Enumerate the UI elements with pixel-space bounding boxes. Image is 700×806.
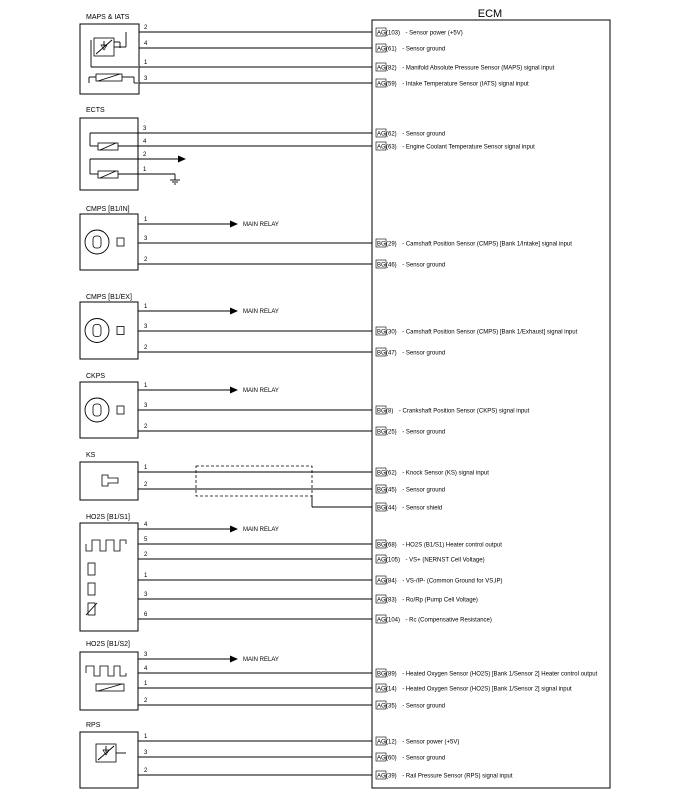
connector-code: BG <box>377 429 386 436</box>
component-label: CKPS <box>86 373 106 380</box>
shield-box <box>196 466 312 496</box>
pin-number: 1 <box>143 167 147 173</box>
pin-number: 1 <box>144 681 148 687</box>
ecm-title: ECM <box>477 8 503 20</box>
main-relay-label: MAIN RELAY <box>243 527 279 533</box>
connector-code: AG <box>377 30 386 37</box>
pin-number: 2 <box>144 345 148 351</box>
hall-element <box>93 325 101 337</box>
nernst-cell-icon <box>88 563 95 575</box>
terminal-number: (25) <box>386 429 397 436</box>
component-label: CMPS [B1/EX] <box>86 294 132 301</box>
connector-code: AG <box>377 617 386 624</box>
signal-description: - Knock Sensor (KS) signal input <box>402 470 489 477</box>
component-box <box>80 462 138 500</box>
pin-number: 1 <box>144 573 148 579</box>
component-label: KS <box>86 452 96 459</box>
terminal-number: (35) <box>386 703 397 710</box>
signal-description: - Sensor ground <box>402 429 446 436</box>
connector-code: BG <box>377 262 386 269</box>
connector-code: BG <box>377 671 386 678</box>
signal-description: - Sensor ground <box>402 487 446 494</box>
pin-number: 1 <box>144 734 148 740</box>
signal-description: - Intake Temperature Sensor (IATS) signal input <box>402 81 529 88</box>
terminal-number: (44) <box>386 505 397 512</box>
relay-arrow-icon <box>230 387 238 394</box>
terminal-number: (82) <box>386 65 397 72</box>
component-box <box>80 652 138 710</box>
thermistor-diagonal <box>100 171 116 178</box>
pin-number: 4 <box>143 139 147 145</box>
terminal-number: (84) <box>386 578 397 585</box>
component-label: MAPS & IATS <box>86 14 130 21</box>
pump-cell-icon <box>88 583 95 595</box>
connector-code: AG <box>377 686 386 693</box>
terminal-number: (62) <box>386 131 397 138</box>
pin-number: 1 <box>144 217 148 223</box>
connector-code: AG <box>377 578 386 585</box>
component-label: HO2S [B1/S2] <box>86 641 130 648</box>
connector-code: AG <box>377 557 386 564</box>
terminal-number: (68) <box>386 542 397 549</box>
pin-number: 2 <box>144 552 148 558</box>
pin-number: 1 <box>144 383 148 389</box>
signal-description: - Camshaft Position Sensor (CMPS) [Bank 1/Intake] signal input <box>402 241 572 248</box>
terminal-number: (63) <box>386 144 397 151</box>
signal-description: - Heated Oxygen Sensor (HO2S) [Bank 1/Sensor 2] Heater control output <box>402 671 598 678</box>
terminal-number: (12) <box>386 739 397 746</box>
component-box <box>80 732 138 788</box>
component-label: CMPS [B1/IN] <box>86 206 130 213</box>
hall-element <box>93 236 101 248</box>
terminal-number: (45) <box>386 487 397 494</box>
terminal-number: (59) <box>386 81 397 88</box>
signal-description: - Sensor ground <box>402 262 446 269</box>
pin-number: 2 <box>144 482 148 488</box>
signal-description: - Sensor ground <box>402 350 446 357</box>
connector-code: AG <box>377 46 386 53</box>
main-relay-label: MAIN RELAY <box>243 309 279 315</box>
component-label: HO2S [B1/S1] <box>86 514 130 521</box>
pin-number: 4 <box>144 41 148 47</box>
pin-number: 1 <box>144 60 148 66</box>
pin-number: 2 <box>144 768 148 774</box>
signal-description: - Ro/Rp (Pump Cell Voltage) <box>402 597 478 604</box>
pin-number: 2 <box>144 424 148 430</box>
pin-number: 1 <box>144 465 148 471</box>
component-box <box>80 24 139 94</box>
hall-terminal <box>117 327 124 335</box>
terminal-number: (29) <box>386 241 397 248</box>
connector-code: BG <box>377 505 386 512</box>
pin-number: 3 <box>144 324 148 330</box>
relay-arrow-icon <box>230 526 238 533</box>
heater-icon <box>86 540 126 551</box>
terminal-number: (104) <box>386 617 401 624</box>
signal-description: - Rail Pressure Sensor (RPS) signal input <box>402 773 513 780</box>
signal-description: - Sensor ground <box>402 755 446 762</box>
pin-number: 2 <box>144 698 148 704</box>
signal-description: - Crankshaft Position Sensor (CKPS) signal input <box>398 408 530 415</box>
pin-number: 3 <box>144 76 148 82</box>
thermistor-diagonal <box>100 143 116 150</box>
connector-code: BG <box>377 470 386 477</box>
pin-number: 6 <box>144 612 148 618</box>
relay-arrow-icon <box>230 308 238 315</box>
connector-code: AG <box>377 81 386 88</box>
signal-description: - Heated Oxygen Sensor (HO2S) [Bank 1/Sensor 2] signal input <box>402 686 572 693</box>
pin-number: 3 <box>144 592 148 598</box>
terminal-number: (103) <box>386 30 401 37</box>
signal-description: - Rc (Compensative Resistance) <box>405 617 492 624</box>
terminal-number: (105) <box>386 557 401 564</box>
signal-description: - Sensor power (+5V) <box>402 739 460 746</box>
connector-code: BG <box>377 408 386 415</box>
hall-sensor-icon <box>85 230 109 254</box>
component-label: ECTS <box>86 107 105 114</box>
terminal-number: (30) <box>386 329 397 336</box>
pin-number: 1 <box>144 304 148 310</box>
main-relay-label: MAIN RELAY <box>243 388 279 394</box>
pin-number: 3 <box>144 652 148 658</box>
signal-description: - VS+ (NERNST Cell Voltage) <box>405 557 485 564</box>
main-relay-label: MAIN RELAY <box>243 657 279 663</box>
connector-code: BG <box>377 329 386 336</box>
connector-code: AG <box>377 755 386 762</box>
pin-number: 3 <box>144 403 148 409</box>
hall-terminal <box>117 238 124 246</box>
connector-code: BG <box>377 350 386 357</box>
pin-number: 2 <box>143 152 147 158</box>
pin-number: 2 <box>144 25 148 31</box>
signal-description: - Camshaft Position Sensor (CMPS) [Bank 1/Exhaust] signal input <box>402 329 578 336</box>
pin-number: 3 <box>144 750 148 756</box>
pin-number: 4 <box>144 666 148 672</box>
terminal-number: (8) <box>386 408 394 415</box>
signal-description: - Engine Coolant Temperature Sensor signal input <box>402 144 535 151</box>
connector-code: AG <box>377 65 386 72</box>
terminal-number: (62) <box>386 470 397 477</box>
hall-sensor-icon <box>85 319 109 343</box>
terminal-number: (61) <box>386 46 397 53</box>
heater-icon <box>86 666 126 676</box>
terminal-number: (83) <box>386 597 397 604</box>
connector-code: AG <box>377 597 386 604</box>
relay-arrow-icon <box>230 221 238 228</box>
signal-description: - Sensor shield <box>402 505 443 512</box>
connector-code: BG <box>377 487 386 494</box>
signal-description: - HO2S (B1/S1) Heater control output <box>402 542 502 549</box>
terminal-number: (46) <box>386 262 397 269</box>
connector-code: AG <box>377 703 386 710</box>
connector-code: AG <box>377 773 386 780</box>
terminal-number: (14) <box>386 686 397 693</box>
relay-arrow-icon <box>230 656 238 663</box>
hall-element <box>93 404 101 416</box>
hall-terminal <box>117 406 124 414</box>
component-box <box>80 118 138 190</box>
pin-number: 3 <box>144 236 148 242</box>
pin-number: 4 <box>144 522 148 528</box>
pin-number: 2 <box>144 257 148 263</box>
main-relay-label: MAIN RELAY <box>243 222 279 228</box>
signal-description: - Sensor ground <box>402 46 446 53</box>
signal-description: - VS-/IP- (Common Ground for VS,IP) <box>402 578 503 585</box>
connector-code: AG <box>377 144 386 151</box>
thermistor-diagonal <box>98 74 120 81</box>
pin-number: 5 <box>144 537 148 543</box>
signal-description: - Sensor ground <box>402 131 446 138</box>
connector-code: AG <box>377 131 386 138</box>
pin-number: 3 <box>143 126 147 132</box>
terminal-number: (60) <box>386 755 397 762</box>
signal-description: - Sensor power (+5V) <box>405 30 463 37</box>
hall-sensor-icon <box>85 398 109 422</box>
connector-code: BG <box>377 542 386 549</box>
signal-description: - Sensor ground <box>402 703 446 710</box>
signal-description: - Manifold Absolute Pressure Sensor (MAPS) signal input <box>402 65 555 72</box>
output-arrow-icon <box>178 156 186 163</box>
connector-code: BG <box>377 241 386 248</box>
terminal-number: (89) <box>386 671 397 678</box>
terminal-number: (39) <box>386 773 397 780</box>
component-label: RPS <box>86 722 101 729</box>
connector-code: AG <box>377 739 386 746</box>
knock-sensor-icon <box>102 475 118 486</box>
sensing-diagonal <box>98 684 122 691</box>
terminal-number: (47) <box>386 350 397 357</box>
